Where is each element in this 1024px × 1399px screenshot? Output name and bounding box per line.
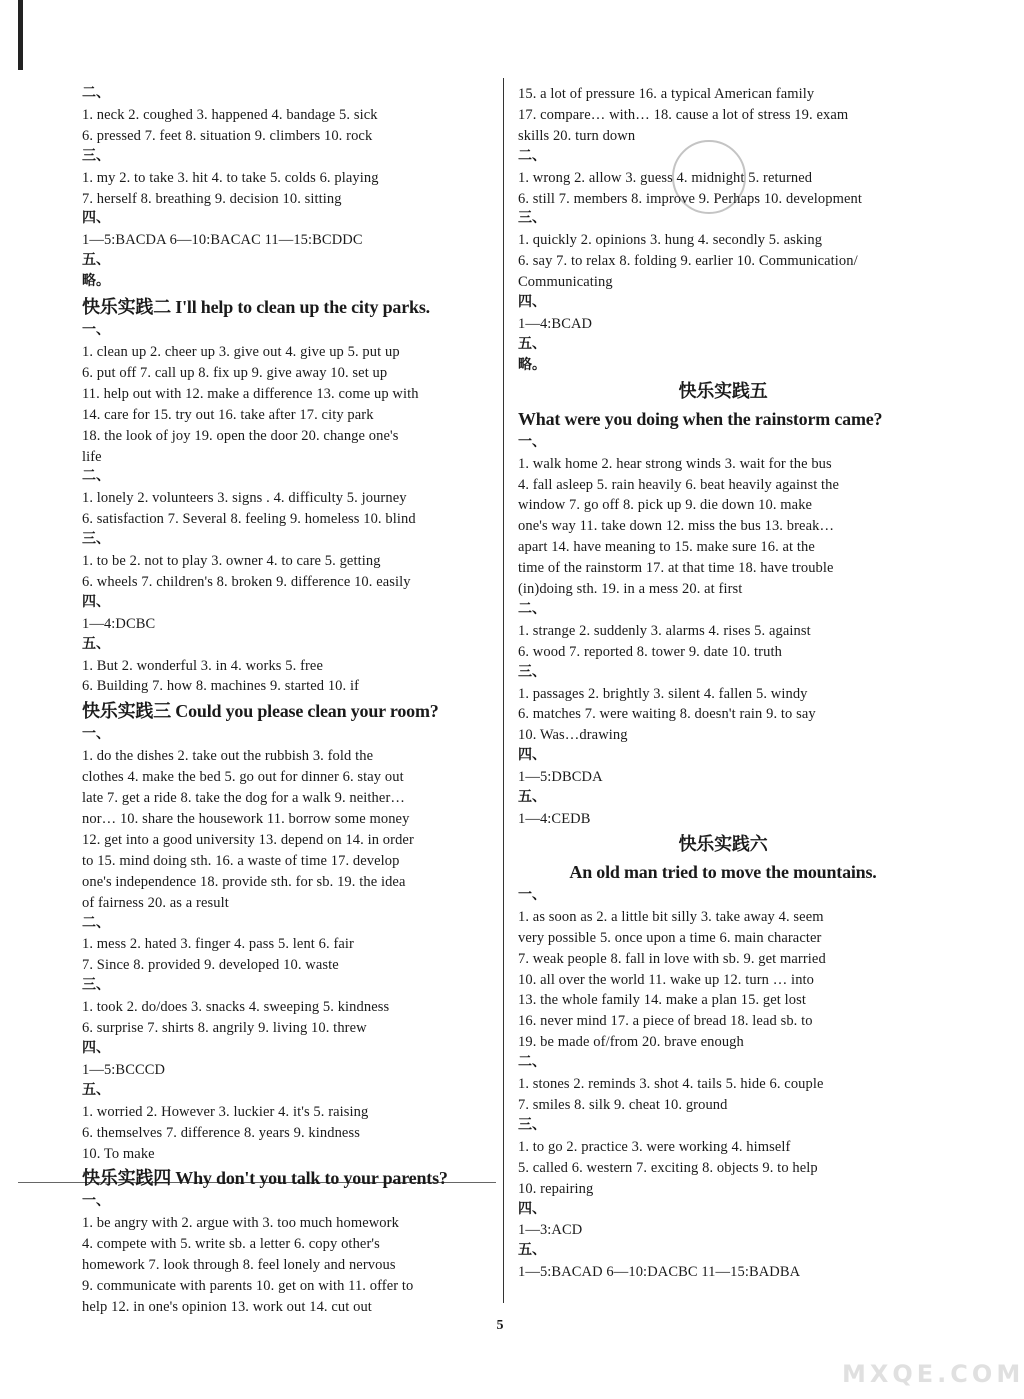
binding-rule	[18, 0, 23, 70]
answer-line: skills 20. turn down	[518, 127, 636, 144]
answer-line: 6. matches 7. were waiting 8. doesn't rain 9. to say	[518, 706, 816, 723]
unit-title: 快乐实践五	[678, 380, 768, 401]
answer-line: (in)doing sth. 19. in a mess 20. at first	[518, 581, 743, 598]
answer-line: 4. compete with 5. write sb. a letter 6. copy other's	[82, 1236, 380, 1253]
answer-line: 6. pressed 7. feet 8. situation 9. climbers 10. rock	[82, 127, 373, 144]
answer-line: one's way 11. take down 12. miss the bus 13. break…	[518, 518, 835, 535]
answer-line: nor… 10. share the housework 11. borrow some money	[82, 811, 410, 827]
answer-line: 1. mess 2. hated 3. finger 4. pass 5. lent 6. fair	[82, 936, 354, 953]
answer-line: 1. clean up 2. cheer up 3. give out 4. give up 5. put up	[82, 343, 400, 360]
answer-line: homework 7. look through 8. feel lonely and nervous	[82, 1257, 396, 1274]
section-marker: 四、	[82, 211, 110, 227]
section-marker: 一、	[82, 1194, 110, 1210]
answer-line: to 15. mind doing sth. 16. a waste of time 17. develop	[82, 852, 400, 869]
section-marker: 四、	[82, 594, 110, 610]
right-column	[518, 84, 928, 1283]
unit-title: 快乐实践二 I'll help to clean up the city parks.	[82, 297, 430, 318]
answer-line: 7. herself 8. breathing 9. decision 10. sitting	[82, 190, 342, 207]
answer-line: 16. never mind 17. a piece of bread 18. lead sb. to	[518, 1013, 813, 1030]
answer-line: Communicating	[518, 274, 613, 291]
answer-line: 5. called 6. western 7. exciting 8. objects 9. to help	[518, 1159, 818, 1176]
answer-line: 1. as soon as 2. a little bit silly 3. take away 4. seem	[518, 908, 824, 925]
answer-line: 10. all over the world 11. wake up 12. turn … into	[518, 971, 815, 988]
answer-line: 1. strange 2. suddenly 3. alarms 4. rises 5. against	[518, 622, 811, 639]
section-marker: 三、	[82, 148, 110, 164]
column-divider	[503, 78, 504, 1303]
section-marker: 五、	[82, 1082, 110, 1098]
answer-line: 7. Since 8. provided 9. developed 10. waste	[82, 957, 339, 974]
answer-line: 1. passages 2. brightly 3. silent 4. fallen 5. windy	[518, 685, 808, 702]
answer-line: 15. a lot of pressure 16. a typical American family	[518, 86, 815, 102]
answer-line: 19. be made of/from 20. brave enough	[518, 1034, 744, 1051]
unit-title: 快乐实践六	[678, 833, 768, 854]
answer-line: late 7. get a ride 8. take the dog for a walk 9. neither…	[82, 790, 405, 807]
section-marker: 三、	[518, 1117, 546, 1133]
section-marker: 一、	[518, 434, 546, 450]
answer-line: 1—5:BCCCD	[82, 1061, 166, 1078]
section-marker: 二、	[82, 915, 110, 931]
answer-line: help 12. in one's opinion 13. work out 14. cut out	[82, 1298, 372, 1315]
answer-line: 1—5:DBCDA	[518, 769, 603, 786]
section-marker: 三、	[82, 978, 110, 994]
answer-line: 1. be angry with 2. argue with 3. too much homework	[82, 1215, 399, 1232]
section-marker: 四、	[518, 295, 546, 311]
answer-line: 18. the look of joy 19. open the door 20. change one's	[82, 427, 399, 444]
answer-line: 10. To make	[82, 1145, 155, 1162]
answer-line: 1—4:BCAD	[518, 315, 593, 332]
section-marker: 五、	[82, 253, 110, 269]
answer-line: 6. say 7. to relax 8. folding 9. earlier 10. Communication/	[518, 253, 858, 270]
answer-line: 10. Was…drawing	[518, 727, 628, 744]
section-marker: 二、	[82, 86, 110, 101]
answer-line: 12. get into a good university 13. depend on 14. in order	[82, 831, 414, 848]
answer-line: 6. themselves 7. difference 8. years 9. kindness	[82, 1124, 360, 1141]
section-marker: 四、	[82, 1040, 110, 1056]
answer-line: very possible 5. once upon a time 6. main character	[518, 929, 822, 946]
section-marker: 五、	[82, 636, 110, 652]
section-marker: 一、	[82, 323, 110, 339]
answer-line: 1—5:BACDA 6—10:BACAC 11—15:BCDDC	[82, 232, 363, 249]
section-marker: 二、	[82, 469, 110, 485]
answer-line: time of the rainstorm 17. at that time 18. have trouble	[518, 560, 834, 577]
answer-line: 1. to be 2. not to play 3. owner 4. to care 5. getting	[82, 553, 381, 570]
section-marker: 五、	[518, 790, 546, 806]
unit-title: 快乐实践三 Could you please clean your room?	[82, 701, 439, 722]
answer-line: 1. wrong 2. allow 3. guess 4. midnight 5. returned	[518, 169, 813, 186]
section-marker: 一、	[518, 887, 546, 903]
answer-line: 1. quickly 2. opinions 3. hung 4. secondly 5. asking	[518, 232, 823, 249]
section-marker: 三、	[518, 664, 546, 680]
answer-line: life	[82, 448, 102, 465]
answer-line: 13. the whole family 14. make a plan 15. get lost	[518, 992, 806, 1009]
answer-line: window 7. go off 8. pick up 9. die down 10. make	[518, 497, 813, 514]
unit-title: 快乐实践四 Why don't you talk to your parents?	[82, 1168, 448, 1189]
answer-line: 6. still 7. members 8. improve 9. Perhaps 10. development	[518, 190, 862, 207]
answer-line: 6. put off 7. call up 8. fix up 9. give away 10. set up	[82, 364, 388, 381]
left-column	[82, 84, 492, 1318]
section-marker: 二、	[518, 148, 546, 164]
answer-line: one's independence 18. provide sth. for sb. 19. the idea	[82, 873, 406, 890]
answer-line: 1. took 2. do/does 3. snacks 4. sweeping 5. kindness	[82, 999, 390, 1016]
answer-line: 14. care for 15. try out 16. take after 17. city park	[82, 406, 374, 423]
section-marker: 四、	[518, 1201, 546, 1217]
answer-line: 1. neck 2. coughed 3. happened 4. bandage 5. sick	[82, 106, 378, 123]
answer-line: 6. wood 7. reported 8. tower 9. date 10. truth	[518, 643, 782, 660]
answer-line: 6. satisfaction 7. Several 8. feeling 9. homeless 10. blind	[82, 511, 416, 528]
answer-line: 10. repairing	[518, 1180, 594, 1197]
page-number: 5	[496, 1318, 504, 1333]
answer-line: 1. walk home 2. hear strong winds 3. wait for the bus	[518, 455, 832, 472]
answer-line: 6. Building 7. how 8. machines 9. started 10. if	[82, 678, 360, 695]
answer-line: 1—4:DCBC	[82, 615, 156, 632]
answer-line: of fairness 20. as a result	[82, 894, 229, 911]
answer-line: 1. to go 2. practice 3. were working 4. himself	[518, 1138, 791, 1155]
answer-line: 17. compare… with… 18. cause a lot of stress 19. exam	[518, 106, 849, 123]
section-marker: 二、	[518, 601, 546, 617]
answer-line: 1—5:BACAD 6—10:DACBC 11—15:BADBA	[518, 1264, 801, 1281]
answer-line: 1—3:ACD	[518, 1222, 583, 1239]
answer-line: 4. fall asleep 5. rain heavily 6. beat heavily against the	[518, 476, 840, 493]
section-marker: 一、	[82, 727, 110, 743]
answer-line: 9. communicate with parents 10. get on with 11. offer to	[82, 1278, 414, 1295]
answer-line: 1. But 2. wonderful 3. in 4. works 5. free	[82, 657, 323, 674]
answer-line: 1—4:CEDB	[518, 811, 591, 827]
site-watermark: MXQE.COM	[842, 1360, 1024, 1388]
section-marker: 三、	[518, 211, 546, 227]
answer-line: apart 14. have meaning to 15. make sure 16. at the	[518, 539, 815, 556]
unit-title: An old man tried to move the mountains.	[569, 861, 877, 882]
answer-line: 1. lonely 2. volunteers 3. signs . 4. difficulty 5. journey	[82, 490, 407, 507]
section-marker: 五、	[518, 1243, 546, 1259]
section-marker: 四、	[518, 748, 546, 764]
answer-line: 1. stones 2. reminds 3. shot 4. tails 5. hide 6. couple	[518, 1076, 824, 1093]
answer-line: clothes 4. make the bed 5. go out for dinner 6. stay out	[82, 769, 404, 786]
section-marker: 三、	[82, 532, 110, 548]
section-marker: 略。	[82, 274, 110, 290]
answer-line: 7. smiles 8. silk 9. cheat 10. ground	[518, 1096, 728, 1113]
answer-line: 7. weak people 8. fall in love with sb. 9. get married	[518, 950, 826, 967]
answer-line: 1. worried 2. However 3. luckier 4. it's 5. raising	[82, 1103, 369, 1120]
answer-line: 1. do the dishes 2. take out the rubbish 3. fold the	[82, 748, 374, 765]
section-marker: 二、	[518, 1055, 546, 1071]
unit-title: What were you doing when the rainstorm came?	[518, 408, 883, 429]
answer-line: 11. help out with 12. make a difference 13. come up with	[82, 385, 419, 402]
section-marker: 略。	[518, 357, 546, 373]
answer-line: 1. my 2. to take 3. hit 4. to take 5. colds 6. playing	[82, 169, 379, 186]
section-marker: 五、	[518, 336, 546, 352]
answer-line: 6. wheels 7. children's 8. broken 9. difference 10. easily	[82, 573, 411, 590]
answer-line: 6. surprise 7. shirts 8. angrily 9. living 10. threw	[82, 1020, 367, 1037]
